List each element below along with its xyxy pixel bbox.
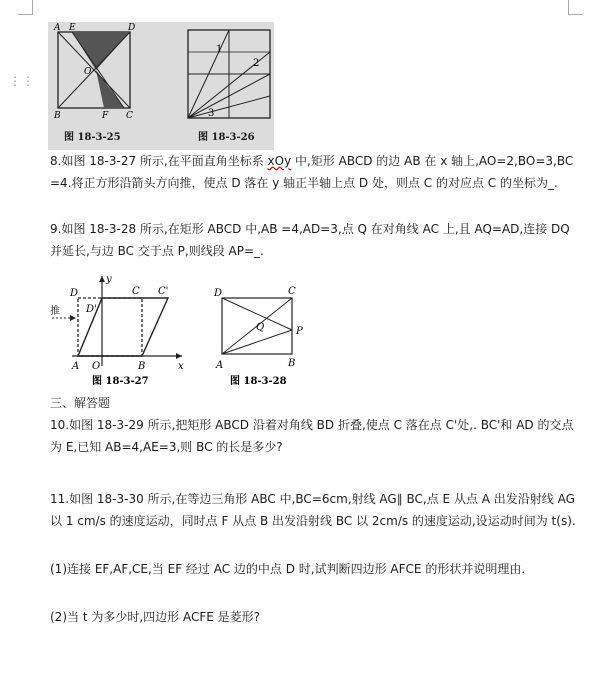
label-b: B [54, 111, 61, 121]
q10-line2: 为 E,已知 AB=4,AE=3,则 BC 的长是多少? [50, 440, 283, 454]
label-o: O [92, 361, 101, 372]
label-d: D [128, 23, 136, 33]
question-11-sub-1: (1)连接 EF,AF,CE,当 EF 经过 AC 边的中点 D 时,试判断四边形 AFCE 的形状并说明理由. [50, 562, 526, 576]
question-10 [50, 414, 580, 458]
crop-mark-top-left [18, 0, 33, 15]
label-c: C [126, 111, 133, 121]
label-d-28: D [214, 288, 223, 299]
caption-18-3-28: 图 18-3-28 [230, 376, 287, 387]
q11-line1: 11.如图 18-3-30 所示,在等边三角形 ABC 中,BC=6cm,射线 AG∥ BC,点 E 从点 A 出发沿射线 AG [50, 492, 575, 506]
question-9 [50, 218, 580, 262]
label-d-prime: D' [86, 304, 97, 315]
label-angle-2: 2 [253, 58, 260, 69]
label-o: O [84, 67, 92, 77]
label-c-28: C [288, 286, 296, 297]
question-11 [50, 488, 580, 532]
figure-block-top [48, 22, 274, 150]
label-angle-3: 3 [208, 108, 215, 119]
figure-18-3-28-svg [213, 286, 303, 387]
crop-mark-top-right [568, 0, 583, 15]
label-b-28: B [288, 358, 296, 369]
caption-18-3-25: 图 18-3-25 [64, 132, 121, 143]
label-a: A [72, 361, 80, 372]
question-8 [50, 150, 580, 194]
q10-line1: 10.如图 18-3-29 所示,把矩形 ABCD 沿着对角线 BD 折叠,使点 C 落在点 C'处,. BC'和 AD 的交点 [50, 418, 574, 432]
label-q-28: Q [256, 322, 265, 333]
caption-18-3-26: 图 18-3-26 [198, 132, 255, 143]
label-d: D [70, 288, 79, 299]
drag-handle-icon[interactable]: ⋮⋮ [9, 74, 35, 88]
label-f: F [102, 111, 109, 121]
label-angle-1: 1 [216, 44, 223, 55]
label-a: A [54, 23, 61, 33]
figure-block-middle [44, 272, 544, 388]
label-push: 推 [50, 306, 60, 317]
label-c: C [132, 286, 140, 297]
q9-line2: 并延长,与边 BC 交于点 P,则线段 AP=_. [50, 244, 264, 258]
label-x: x [178, 361, 184, 372]
label-y: y [106, 274, 112, 285]
q8-line2: =4.将正方形沿箭头方向推，使点 D 落在 y 轴正半轴上点 D 处，则点 C 的对应点 C 的坐标为_. [50, 176, 558, 190]
label-c-prime: C' [158, 286, 169, 297]
q8-text-part2: 中,矩形 ABCD 的边 AB 在 x 轴上,AO=2,BO=3,BC [291, 154, 574, 168]
q9-line1: 9.如图 18-3-28 所示,在矩形 ABCD 中,AB =4,AD=3,点 Q 在对角线 AC 上,且 AQ=AD,连接 DQ [50, 222, 570, 236]
label-b: B [138, 361, 146, 372]
label-e: E [69, 23, 76, 33]
question-11-sub-2: (2)当 t 为多少时,四边形 ACFE 是菱形? [50, 610, 261, 624]
label-p-28: P [296, 326, 303, 337]
q11-line2: 以 1 cm/s 的速度运动，同时点 F 从点 B 出发沿射线 BC 以 2cm/s 的速度运动,设运动时间为 t(s). [50, 514, 576, 528]
caption-18-3-27: 图 18-3-27 [92, 376, 149, 387]
q8-xoy: xOy [267, 154, 292, 168]
section-heading-3: 三、解答题 [50, 396, 111, 410]
figure-18-3-27-svg [50, 274, 184, 387]
q8-text-part1: 8.如图 18-3-27 所示,在平面直角坐标系 [50, 154, 268, 168]
label-a-28: A [216, 360, 224, 371]
